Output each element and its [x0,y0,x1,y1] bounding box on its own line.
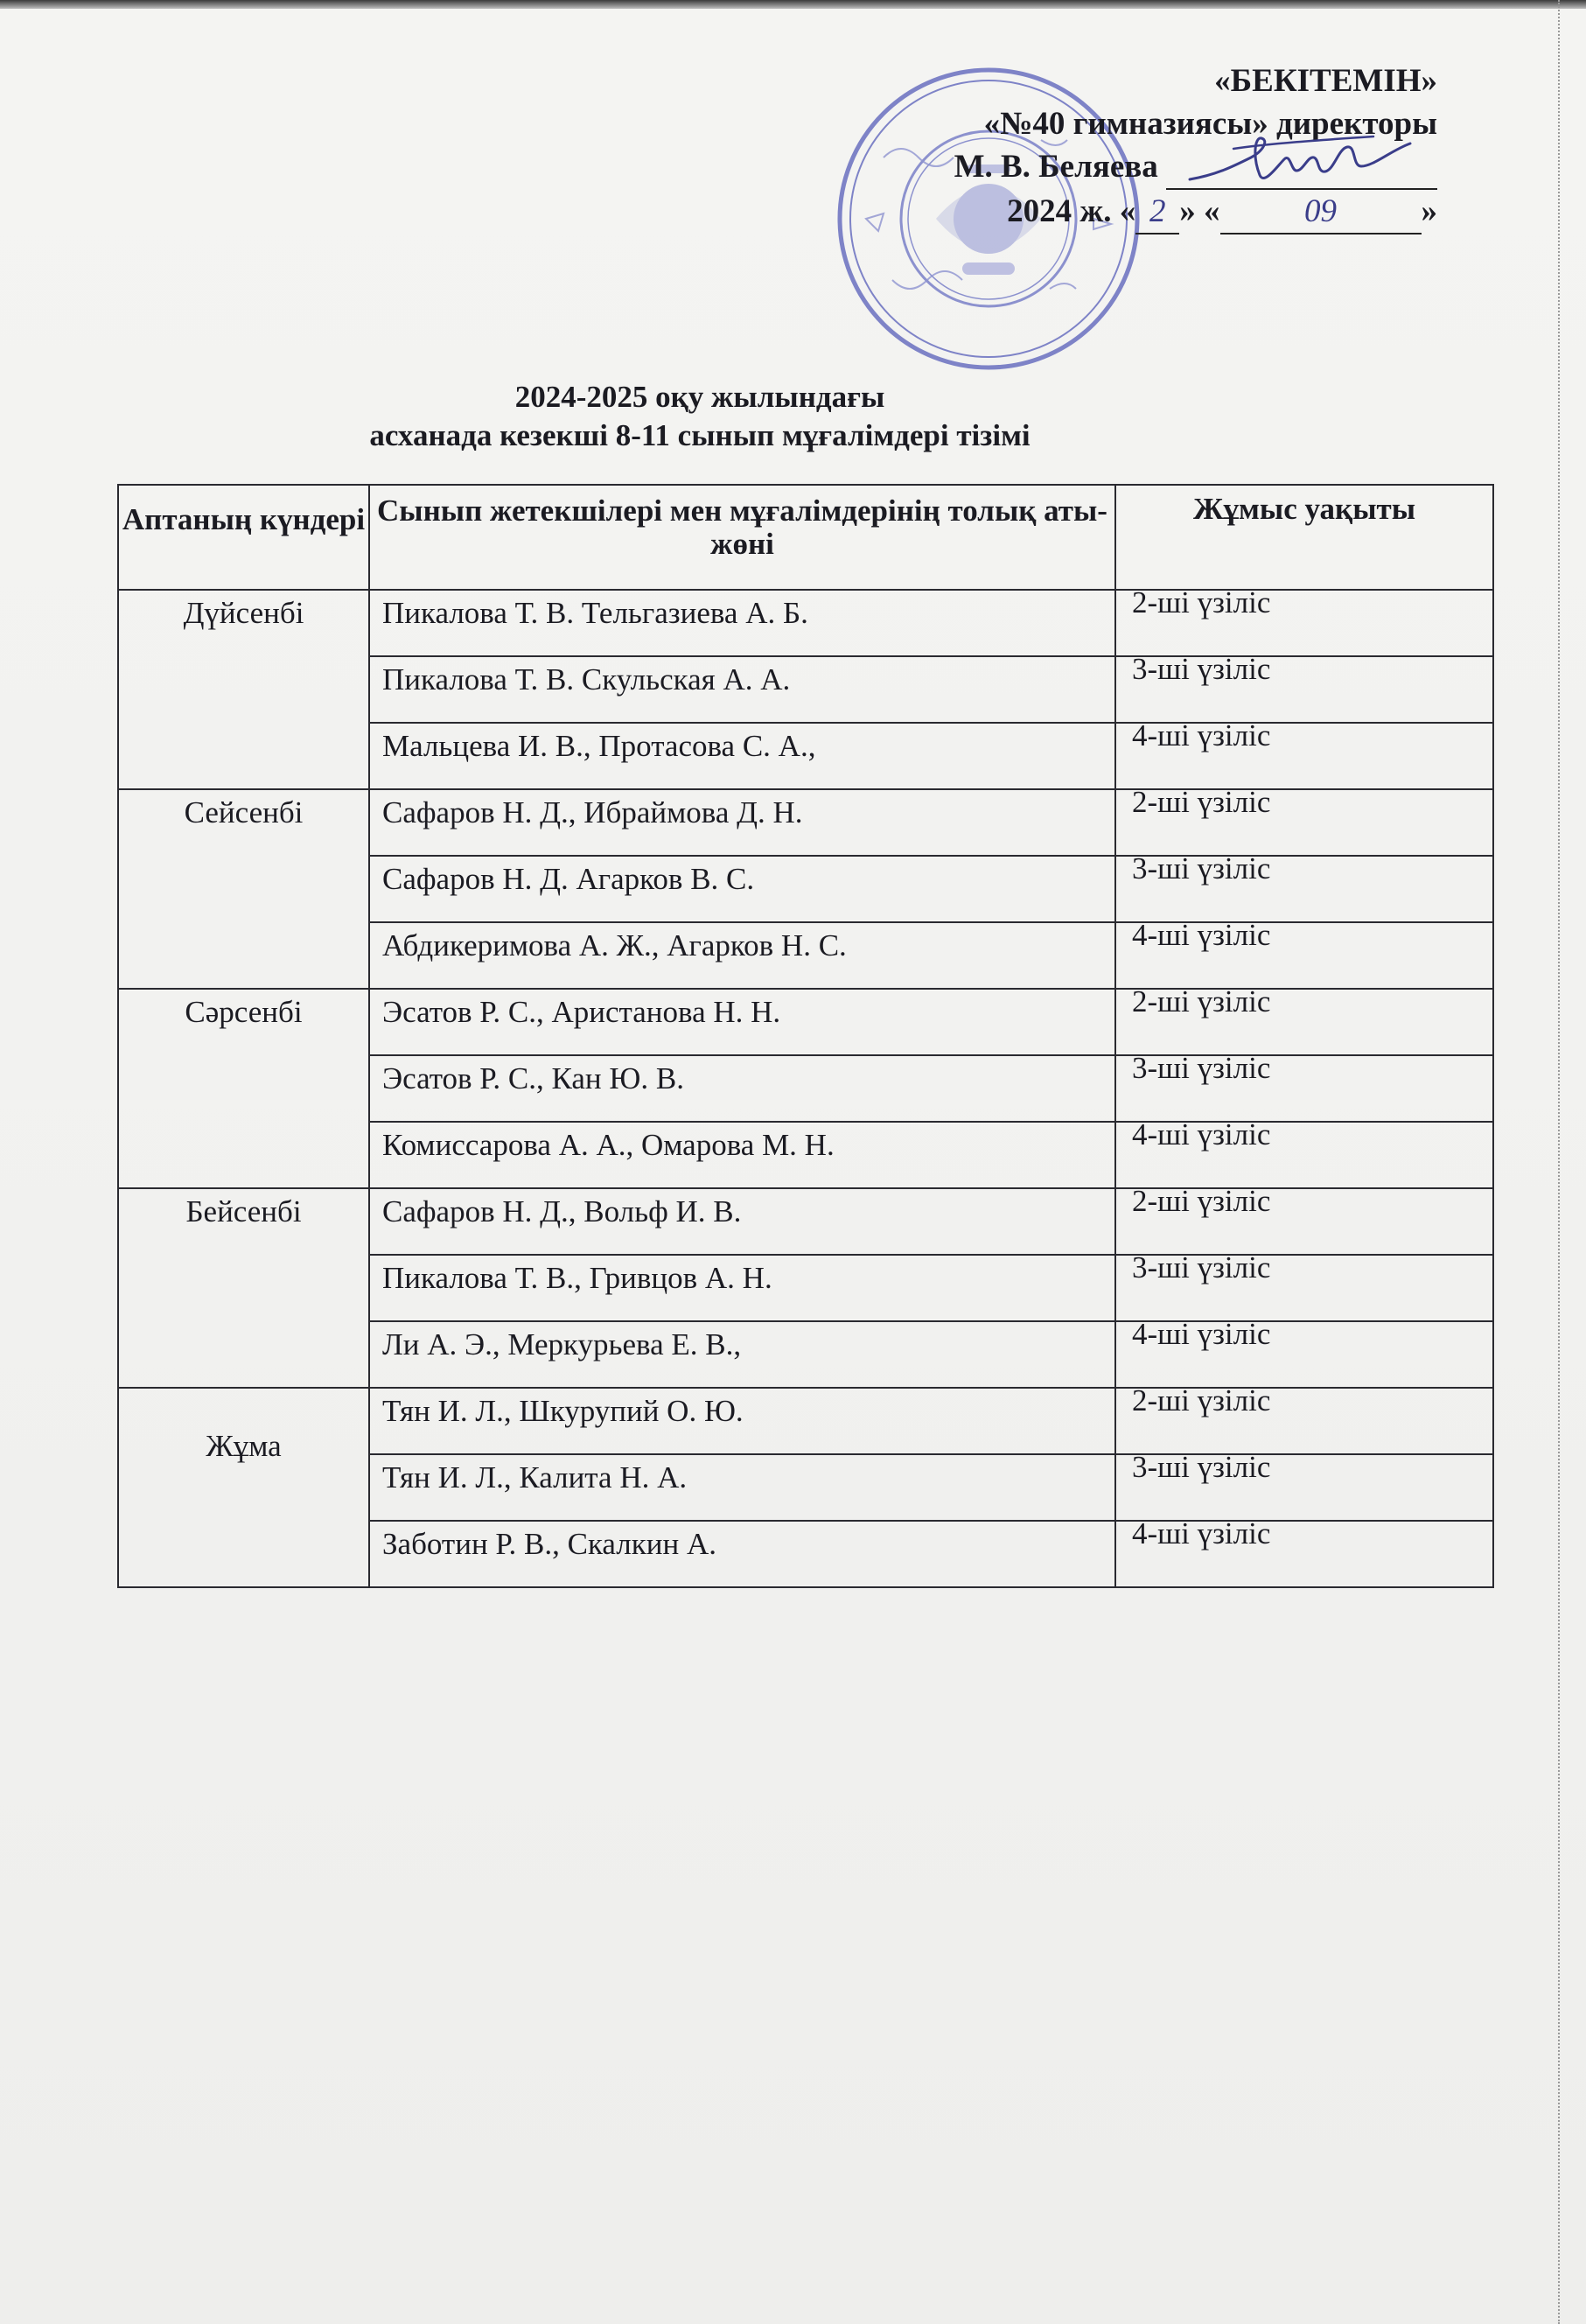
approval-director-line: «№40 гимназиясы» директоры [983,106,1437,142]
time-cell [1115,718,1493,789]
date-prefix: 2024 ж. « [1007,193,1136,229]
time-text: 4-ші үзіліс [1132,918,1271,952]
time-text: 2-ші үзіліс [1132,785,1271,819]
time-text: 4-ші үзіліс [1132,1317,1271,1351]
table-row [118,1388,1493,1454]
day-label: Жұма [206,1429,282,1463]
paper-top-edge [0,0,1586,9]
approval-title: «БЕКІТЕМІН» [1214,63,1437,99]
time-text: 2-ші үзіліс [1132,1383,1271,1418]
time-text: 4-ші үзіліс [1132,1516,1271,1550]
teacher-cell: Абдикеримова А. Ж., Агарков Н. С. [369,922,1115,989]
time-cell [1115,984,1493,1055]
time-cell [1115,652,1493,723]
teacher-cell: Мальцева И. В., Протасова С. А., [369,723,1115,789]
date-month: 09 [1220,190,1422,234]
table-row [118,789,1493,856]
time-text: 3-ші үзіліс [1132,1450,1271,1484]
time-cell [1115,1117,1493,1188]
table-row [118,1188,1493,1255]
duty-table [117,484,1494,1588]
time-cell [1115,1317,1493,1388]
document-heading [262,378,1137,455]
time-text: 2-ші үзіліс [1132,1184,1271,1218]
teacher-cell: Пикалова Т. В., Гривцов А. Н. [369,1255,1115,1321]
time-text: 2-ші үзіліс [1132,585,1271,620]
teacher-cell: Комиссарова А. А., Омарова М. Н. [369,1122,1115,1188]
time-cell [1115,918,1493,989]
teacher-cell: Пикалова Т. В. Тельгазиева А. Б. [369,590,1115,656]
day-cell [118,1388,369,1587]
header-time: Жұмыс уақыты [1115,485,1493,590]
paper-right-edge [1558,0,1586,2324]
time-text: 4-ші үзіліс [1132,1117,1271,1152]
time-text: 3-ші үзіліс [1132,1051,1271,1085]
header-name: Сынып жетекшілері мен мұғалімдерінің толық аты-жөні [369,485,1115,590]
time-text: 3-ші үзіліс [1132,652,1271,686]
date-mid: » « [1179,193,1220,229]
teacher-cell: Эсатов Р. С., Кан Ю. В. [369,1055,1115,1122]
time-text: 4-ші үзіліс [1132,718,1271,752]
teacher-cell: Сафаров Н. Д., Ибраймова Д. Н. [369,789,1115,856]
teacher-cell: Ли А. Э., Меркурьева Е. В., [369,1321,1115,1388]
teacher-cell: Заботин Р. В., Скалкин А. [369,1521,1115,1587]
teacher-cell: Тян И. Л., Шкурупий О. Ю. [369,1388,1115,1454]
signature-icon [1181,131,1417,197]
time-cell [1115,851,1493,922]
heading-line-1: 2024-2025 оқу жылындағы [514,380,885,414]
day-cell: Сәрсенбі [118,989,369,1188]
time-cell [1115,1383,1493,1454]
time-cell [1115,1051,1493,1122]
day-cell: Сейсенбі [118,789,369,989]
time-cell [1115,1450,1493,1521]
time-text: 3-ші үзіліс [1132,1250,1271,1284]
time-cell [1115,1250,1493,1321]
table-row [118,989,1493,1055]
date-day: 2 [1135,190,1179,234]
day-cell: Дүйсенбі [118,590,369,789]
time-text: 2-ші үзіліс [1132,984,1271,1018]
time-cell [1115,785,1493,856]
table-row [118,590,1493,656]
date-suffix: » [1421,193,1437,229]
header-day: Аптаның күндері [118,485,369,590]
teacher-cell: Сафаров Н. Д., Вольф И. В. [369,1188,1115,1255]
day-cell: Бейсенбі [118,1188,369,1388]
director-name: М. В. Беляева [954,149,1158,185]
teacher-cell: Сафаров Н. Д. Агарков В. С. [369,856,1115,922]
time-cell [1115,1184,1493,1255]
heading-line-2: асханада кезекші 8-11 сынып мұғалімдері тізімі [369,418,1031,452]
table-header-row [118,485,1493,590]
teacher-cell: Тян И. Л., Калита Н. А. [369,1454,1115,1521]
teacher-cell: Пикалова Т. В. Скульская А. А. [369,656,1115,723]
time-cell [1115,585,1493,656]
teacher-cell: Эсатов Р. С., Аристанова Н. Н. [369,989,1115,1055]
time-text: 3-ші үзіліс [1132,851,1271,886]
time-cell [1115,1516,1493,1587]
